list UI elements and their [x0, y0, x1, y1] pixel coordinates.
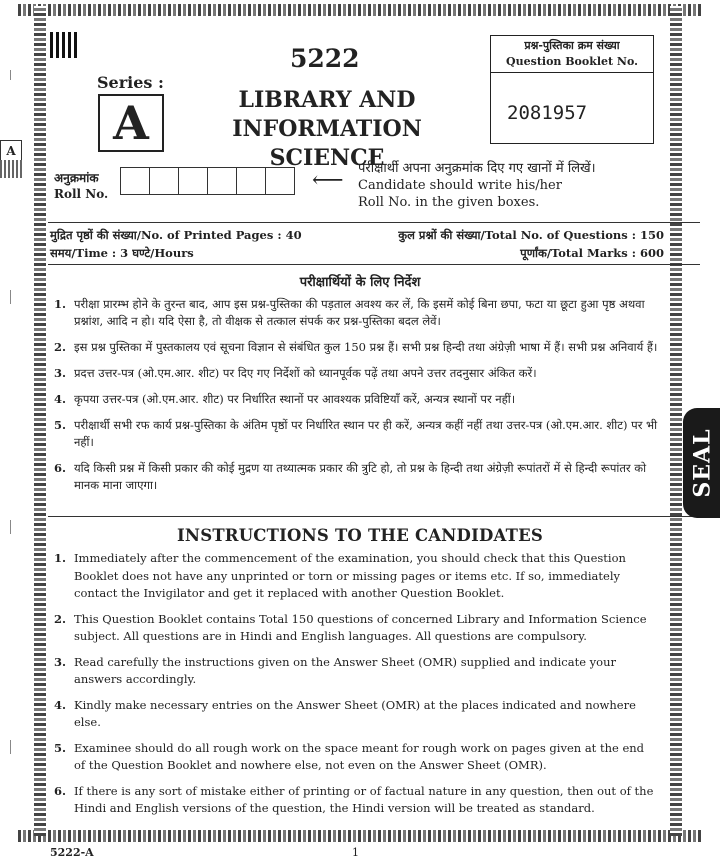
hindi-instructions-title: परीक्षार्थियों के लिए निर्देश — [299, 275, 421, 290]
side-ornament — [0, 160, 22, 178]
list-item: 5. Examinee should do all rough work on the space meant for rough work on pages given at the end of the Question Booklet and nowhere else, not even on the Answer Sheet (OMR). — [54, 740, 645, 772]
booklet-label-english: Question Booklet No. — [506, 55, 638, 68]
booklet-number-label — [491, 38, 653, 73]
roll-box[interactable] — [237, 167, 266, 195]
footer-code: 5222-A — [50, 846, 94, 859]
time: समय/Time : 3 घण्टे/Hours — [50, 246, 194, 260]
roll-note-english-1: Candidate should write his/her — [358, 178, 562, 193]
margin-mark — [10, 290, 11, 304]
hindi-instructions — [54, 296, 664, 503]
margin-mark — [10, 70, 11, 80]
seal-label: SEAL — [690, 428, 717, 498]
page-number: 1 — [352, 846, 359, 859]
qr-code — [50, 32, 78, 58]
total-marks: पूर्णांक/Total Marks : 600 — [520, 246, 664, 260]
bottom-border — [18, 830, 702, 842]
divider — [48, 516, 700, 517]
total-questions: कुल प्रश्नों की संख्या/Total No. of Questions : 150 — [398, 228, 664, 242]
list-item: 5. परीक्षार्थी सभी रफ कार्य प्रश्न-पुस्तिका के अंतिम पृष्ठों पर निर्धारित स्थान पर ही करें, अन्यत्र कहीं नहीं तथा उत्तर-पत्र (ओ.एम.आर. शीट) पर भी नहीं। — [54, 418, 658, 449]
series-label: Series : — [97, 73, 164, 92]
roll-box[interactable] — [179, 167, 208, 195]
roll-note-english-2: Roll No. in the given boxes. — [358, 195, 540, 210]
roll-label-hindi: अनुक्रमांक — [54, 171, 99, 185]
arrow-left-icon: ⟵ — [312, 168, 344, 193]
list-item: 4. कृपया उत्तर-पत्र (ओ.एम.आर. शीट) पर निर्धारित स्थानों पर आवश्यक प्रविष्टियाँ करें, अन्यत्र स्थानों पर नहीं। — [54, 392, 516, 406]
printed-pages: मुद्रित पृष्ठों की संख्या/No. of Printed Pages : 40 — [50, 228, 302, 242]
list-item: 1. परीक्षा प्रारम्भ होने के तुरन्त बाद, आप इस प्रश्न-पुस्तिका की पड़ताल अवश्य कर लें, कि इसमें कोई बिना छपा, फटा या छूटा हुआ पृष्ठ अथवा प्रश्नांश, आदि न हो। यदि ऐसा है, तो वीक्षक से तत्काल संपर्क कर प्रश्न-पुस्तिका बदल लेवें। — [54, 297, 645, 328]
left-border — [34, 6, 46, 836]
roll-box[interactable] — [266, 167, 295, 195]
roll-note-hindi: परीक्षार्थी अपना अनुक्रमांक दिए गए खानों में लिखें। — [358, 161, 596, 176]
roll-box[interactable] — [150, 167, 179, 195]
subject-line-2: INFORMATION SCIENCE — [232, 116, 422, 171]
series-letter: A — [98, 94, 164, 152]
english-instructions — [54, 550, 654, 826]
roll-number-boxes[interactable] — [120, 167, 295, 195]
roll-label — [54, 170, 108, 202]
margin-mark — [10, 740, 11, 754]
booklet-number: 2081957 — [507, 102, 588, 124]
roll-note — [358, 160, 596, 211]
list-item: 2. इस प्रश्न पुस्तिका में पुस्तकालय एवं सूचना विज्ञान से संबंधित कुल 150 प्रश्न हैं। सभी प्रश्न हिन्दी तथा अंग्रेज़ी भाषा में हैं। सभी प्रश्न अनिवार्य हैं। — [54, 340, 658, 354]
top-border — [18, 4, 702, 16]
list-item: 3. Read carefully the instructions given on the Answer Sheet (OMR) supplied and indicate your answers accordingly. — [54, 654, 617, 686]
roll-box[interactable] — [208, 167, 237, 195]
list-item: 4. Kindly make necessary entries on the Answer Sheet (OMR) at the places indicated and nowhere else. — [54, 697, 636, 729]
divider — [48, 222, 700, 223]
list-item: 6. If there is any sort of mistake either of printing or of factual nature in any question, then out of the Hindi and English versions of the question, the Hindi version will be treated as standard. — [54, 783, 654, 815]
side-series-tab: A — [0, 140, 22, 162]
english-instructions-title: INSTRUCTIONS TO THE CANDIDATES — [177, 526, 543, 545]
roll-label-english: Roll No. — [54, 187, 109, 201]
list-item: 3. प्रदत्त उत्तर-पत्र (ओ.एम.आर. शीट) पर दिए गए निर्देशों को ध्यानपूर्वक पढ़ें तथा अपने उत्तर तदनुसार अंकित करें। — [54, 366, 537, 380]
booklet-number-box — [490, 35, 654, 144]
subject-line-1: LIBRARY AND — [238, 87, 416, 113]
divider — [48, 264, 700, 265]
booklet-label-hindi: प्रश्न-पुस्तिका क्रम संख्या — [524, 39, 620, 52]
roll-box[interactable] — [120, 167, 150, 195]
right-border — [670, 6, 682, 836]
list-item: 1. Immediately after the commencement of the examination, you should check that this Question Booklet does not have any unprinted or torn or missing pages or items etc. If so, immediately contact the Invigilator and get it replaced with another Question Booklet. — [54, 551, 626, 600]
list-item: 2. This Question Booklet contains Total 150 questions of concerned Library and Information Science subject. All questions are in Hindi and English languages. All questions are compulsory. — [54, 611, 647, 643]
seal-tab[interactable] — [683, 408, 720, 518]
paper-code: 5222 — [290, 44, 360, 73]
list-item: 6. यदि किसी प्रश्न में किसी प्रकार की कोई मुद्रण या तथ्यात्मक प्रकार की त्रुटि हो, तो प्रश्न के हिन्दी तथा अंग्रेज़ी रूपांतरों में से हिन्दी रूपांतर को मानक माना जाएगा। — [54, 461, 647, 492]
